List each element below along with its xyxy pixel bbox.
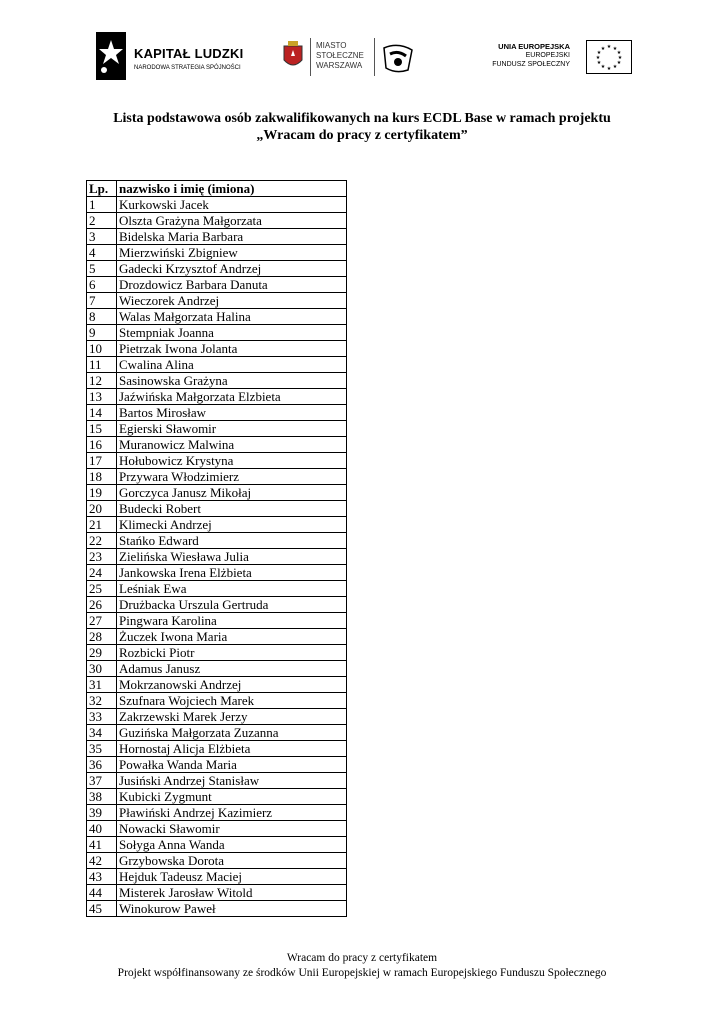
row-person-name: Egierski Sławomir xyxy=(117,421,347,437)
svg-text:★: ★ xyxy=(606,66,612,72)
kapital-ludzki-subtitle: NARODOWA STRATEGIA SPÓJNOŚCI xyxy=(134,65,241,71)
row-person-name: Budecki Robert xyxy=(117,501,347,517)
row-person-name: Bidelska Maria Barbara xyxy=(117,229,347,245)
table-row xyxy=(87,773,347,789)
table-row xyxy=(87,341,347,357)
table-row xyxy=(87,725,347,741)
row-person-name: Stańko Edward xyxy=(117,533,347,549)
table-row xyxy=(87,501,347,517)
miasto-text xyxy=(316,41,364,71)
table-row xyxy=(87,565,347,581)
table-row xyxy=(87,405,347,421)
row-person-name: Hornostaj Alicja Elżbieta xyxy=(117,741,347,757)
row-person-name: Adamus Janusz xyxy=(117,661,347,677)
row-number: 6 xyxy=(87,277,117,293)
row-person-name: Powałka Wanda Maria xyxy=(117,757,347,773)
logo-divider xyxy=(374,38,375,76)
svg-text:★: ★ xyxy=(616,50,622,56)
table-row xyxy=(87,629,347,645)
miasto-stoleczne-warszawa-logo xyxy=(282,38,422,86)
row-person-name: Winokurow Paweł xyxy=(117,901,347,917)
svg-text:★: ★ xyxy=(612,64,618,70)
header-logos xyxy=(0,28,724,88)
row-number: 31 xyxy=(87,677,117,693)
row-person-name: Cwalina Alina xyxy=(117,357,347,373)
svg-text:★: ★ xyxy=(600,46,606,52)
table-row xyxy=(87,293,347,309)
row-person-name: Sołyga Anna Wanda xyxy=(117,837,347,853)
row-number: 43 xyxy=(87,869,117,885)
row-number: 38 xyxy=(87,789,117,805)
table-row xyxy=(87,757,347,773)
kapital-ludzki-star-icon xyxy=(96,32,126,80)
row-number: 40 xyxy=(87,821,117,837)
svg-text:★: ★ xyxy=(595,55,601,61)
row-number: 34 xyxy=(87,725,117,741)
qualified-list-table xyxy=(86,180,347,917)
row-person-name: Misterek Jarosław Witold xyxy=(117,885,347,901)
table-row xyxy=(87,581,347,597)
table-row xyxy=(87,549,347,565)
table-row xyxy=(87,245,347,261)
partner-stamp-icon xyxy=(380,40,416,76)
row-number: 7 xyxy=(87,293,117,309)
row-number: 2 xyxy=(87,213,117,229)
document-title-line1: Lista podstawowa osób zakwalifikowanych na kurs ECDL Base w ramach projektu xyxy=(113,111,611,126)
table-row xyxy=(87,325,347,341)
ue-line1: UNIA EUROPEJSKA xyxy=(498,42,570,51)
row-person-name: Gadecki Krzysztof Andrzej xyxy=(117,261,347,277)
table-row xyxy=(87,613,347,629)
row-person-name: Grzybowska Dorota xyxy=(117,853,347,869)
kapital-ludzki-title: KAPITAŁ LUDZKI xyxy=(134,46,244,61)
row-person-name: Klimecki Andrzej xyxy=(117,517,347,533)
row-person-name: Zielińska Wiesława Julia xyxy=(117,549,347,565)
row-number: 8 xyxy=(87,309,117,325)
table-row xyxy=(87,485,347,501)
ue-line2: EUROPEJSKI xyxy=(525,52,570,59)
table-row xyxy=(87,661,347,677)
row-person-name: Przywara Włodzimierz xyxy=(117,469,347,485)
ue-line3: FUNDUSZ SPOŁECZNY xyxy=(492,61,570,68)
svg-text:★: ★ xyxy=(612,46,618,52)
table-row xyxy=(87,389,347,405)
row-number: 25 xyxy=(87,581,117,597)
row-person-name: Pingwara Karolina xyxy=(117,613,347,629)
miasto-line1: MIASTO xyxy=(316,41,347,50)
svg-text:★: ★ xyxy=(606,44,612,50)
table-row xyxy=(87,597,347,613)
row-person-name: Wieczorek Andrzej xyxy=(117,293,347,309)
row-person-name: Hejduk Tadeusz Maciej xyxy=(117,869,347,885)
row-person-name: Drozdowicz Barbara Danuta xyxy=(117,277,347,293)
table-row xyxy=(87,789,347,805)
row-person-name: Mierzwiński Zbigniew xyxy=(117,245,347,261)
row-number: 32 xyxy=(87,693,117,709)
row-number: 26 xyxy=(87,597,117,613)
row-number: 3 xyxy=(87,229,117,245)
row-person-name: Jusiński Andrzej Stanisław xyxy=(117,773,347,789)
row-number: 13 xyxy=(87,389,117,405)
row-person-name: Rozbicki Piotr xyxy=(117,645,347,661)
document-title xyxy=(0,110,724,144)
svg-text:★: ★ xyxy=(596,50,602,56)
table-row xyxy=(87,277,347,293)
row-person-name: Zakrzewski Marek Jerzy xyxy=(117,709,347,725)
table-row xyxy=(87,853,347,869)
row-person-name: Szufnara Wojciech Marek xyxy=(117,693,347,709)
row-person-name: Olszta Grażyna Małgorzata xyxy=(117,213,347,229)
document-title-line2: „Wracam do pracy z certyfikatem” xyxy=(256,128,468,143)
row-person-name: Drużbacka Urszula Gertruda xyxy=(117,597,347,613)
eu-flag-icon xyxy=(586,40,632,74)
unia-europejska-logo xyxy=(486,38,636,84)
row-number: 21 xyxy=(87,517,117,533)
logo-divider xyxy=(310,38,311,76)
table-row xyxy=(87,469,347,485)
table-row xyxy=(87,229,347,245)
table-row xyxy=(87,677,347,693)
row-number: 16 xyxy=(87,437,117,453)
row-number: 14 xyxy=(87,405,117,421)
row-number: 36 xyxy=(87,757,117,773)
row-number: 27 xyxy=(87,613,117,629)
row-person-name: Guzińska Małgorzata Zuzanna xyxy=(117,725,347,741)
table-row xyxy=(87,213,347,229)
row-person-name: Pietrzak Iwona Jolanta xyxy=(117,341,347,357)
row-number: 9 xyxy=(87,325,117,341)
row-number: 41 xyxy=(87,837,117,853)
row-number: 19 xyxy=(87,485,117,501)
row-person-name: Pławiński Andrzej Kazimierz xyxy=(117,805,347,821)
table-row xyxy=(87,837,347,853)
table-row xyxy=(87,261,347,277)
table-row xyxy=(87,709,347,725)
footer-project-name: Wracam do pracy z certyfikatem xyxy=(286,952,438,964)
footer-cofinancing-note: Projekt współfinansowany ze środków Unii Europejskiej w ramach Europejskiego Funduszu Społecznego xyxy=(117,967,607,979)
table-row xyxy=(87,357,347,373)
row-number: 33 xyxy=(87,709,117,725)
svg-text:★: ★ xyxy=(617,55,623,61)
row-number: 44 xyxy=(87,885,117,901)
row-number: 39 xyxy=(87,805,117,821)
table-header-row xyxy=(87,181,347,197)
table-row xyxy=(87,805,347,821)
row-person-name: Mokrzanowski Andrzej xyxy=(117,677,347,693)
row-person-name: Jaźwińska Małgorzata Elzbieta xyxy=(117,389,347,405)
row-number: 15 xyxy=(87,421,117,437)
svg-text:★: ★ xyxy=(596,60,602,66)
table-row xyxy=(87,373,347,389)
row-number: 12 xyxy=(87,373,117,389)
table-body xyxy=(87,197,347,917)
row-person-name: Kubicki Zygmunt xyxy=(117,789,347,805)
table-row xyxy=(87,517,347,533)
row-person-name: Sasinowska Grażyna xyxy=(117,373,347,389)
table-row xyxy=(87,421,347,437)
row-number: 35 xyxy=(87,741,117,757)
table-row xyxy=(87,533,347,549)
table-row xyxy=(87,693,347,709)
table-row xyxy=(87,869,347,885)
table-row xyxy=(87,645,347,661)
table-row xyxy=(87,437,347,453)
table-row xyxy=(87,309,347,325)
row-number: 23 xyxy=(87,549,117,565)
table-row xyxy=(87,741,347,757)
row-person-name: Stempniak Joanna xyxy=(117,325,347,341)
table-row xyxy=(87,821,347,837)
row-number: 28 xyxy=(87,629,117,645)
row-number: 29 xyxy=(87,645,117,661)
miasto-line2: STOŁECZNE xyxy=(316,51,364,60)
row-number: 10 xyxy=(87,341,117,357)
row-person-name: Leśniak Ewa xyxy=(117,581,347,597)
row-number: 24 xyxy=(87,565,117,581)
row-number: 4 xyxy=(87,245,117,261)
row-number: 1 xyxy=(87,197,117,213)
miasto-line3: WARSZAWA xyxy=(316,61,363,70)
table-row xyxy=(87,453,347,469)
row-person-name: Bartos Mirosław xyxy=(117,405,347,421)
row-person-name: Jankowska Irena Elżbieta xyxy=(117,565,347,581)
svg-text:★: ★ xyxy=(600,64,606,70)
page-footer xyxy=(0,951,724,981)
row-number: 20 xyxy=(87,501,117,517)
table-row xyxy=(87,901,347,917)
row-number: 45 xyxy=(87,901,117,917)
row-number: 30 xyxy=(87,661,117,677)
row-person-name: Gorczyca Janusz Mikołaj xyxy=(117,485,347,501)
table-row xyxy=(87,885,347,901)
svg-text:★: ★ xyxy=(616,60,622,66)
row-number: 11 xyxy=(87,357,117,373)
row-person-name: Muranowicz Malwina xyxy=(117,437,347,453)
row-number: 37 xyxy=(87,773,117,789)
row-person-name: Nowacki Sławomir xyxy=(117,821,347,837)
row-number: 42 xyxy=(87,853,117,869)
header-lp: Lp. xyxy=(87,181,117,197)
row-number: 5 xyxy=(87,261,117,277)
ue-text xyxy=(492,42,570,69)
row-person-name: Hołubowicz Krystyna xyxy=(117,453,347,469)
row-number: 18 xyxy=(87,469,117,485)
row-person-name: Kurkowski Jacek xyxy=(117,197,347,213)
table-row xyxy=(87,197,347,213)
row-number: 17 xyxy=(87,453,117,469)
header-name: nazwisko i imię (imiona) xyxy=(117,181,347,197)
kapital-ludzki-logo xyxy=(96,32,256,82)
row-person-name: Walas Małgorzata Halina xyxy=(117,309,347,325)
warsaw-crest-icon xyxy=(282,40,304,72)
row-person-name: Żuczek Iwona Maria xyxy=(117,629,347,645)
row-number: 22 xyxy=(87,533,117,549)
